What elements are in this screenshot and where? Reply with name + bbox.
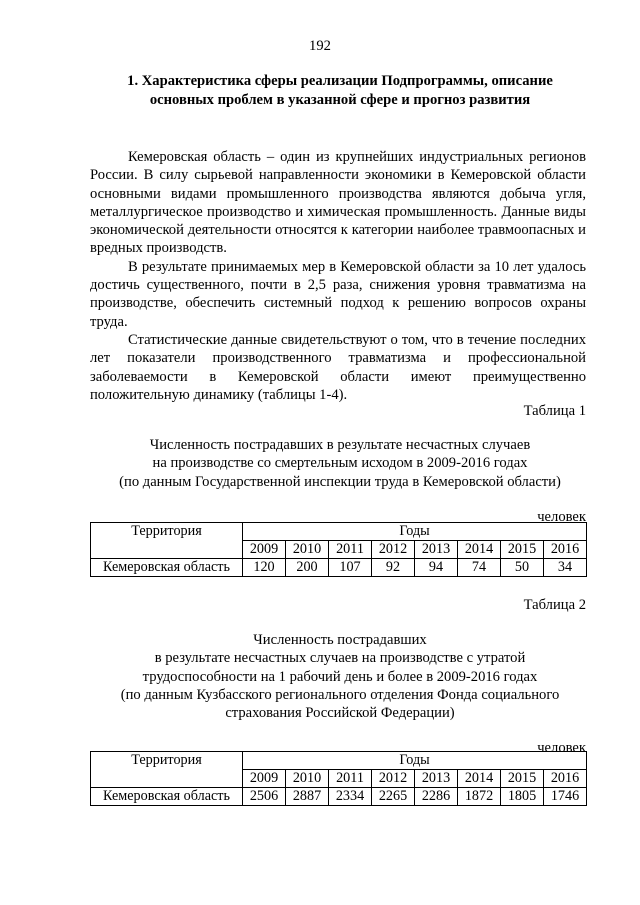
value-cell: 2265: [372, 788, 415, 806]
table1-caption-line: Численность пострадавших в результате несчастных случаев: [149, 437, 531, 453]
year-cell: 2012: [372, 541, 415, 559]
header-years: Годы: [243, 752, 587, 770]
page-number: 192: [309, 38, 331, 54]
table2-caption-line: Численность пострадавших: [253, 632, 427, 648]
year-cell: 2011: [329, 541, 372, 559]
value-cell: 1746: [544, 788, 587, 806]
value-cell: 2334: [329, 788, 372, 806]
header-years: Годы: [243, 523, 587, 541]
value-cell: 92: [372, 559, 415, 577]
year-cell: 2016: [544, 541, 587, 559]
paragraph: Кемеровская область – один из крупнейших индустриальных регионов России. В силу сырьевой направленности экономики в Кемеровской области основными видами промышленного производства являются добыча угля, металлургическое производство и химическая промышленность. Данные виды экономической деятельности относятся к категории наиболее травмоопасных и вредных производств.: [90, 149, 586, 257]
value-cell: 2887: [286, 788, 329, 806]
paragraph: В результате принимаемых мер в Кемеровской области за 10 лет удалось достичь существенного, почти в 2,5 раза, снижения уровня травматизма на производстве, обеспечить системный подход к решению вопросов охраны труда.: [90, 258, 586, 330]
row-label: Кемеровская область: [91, 559, 243, 577]
value-cell: 2286: [415, 788, 458, 806]
year-cell: 2013: [415, 541, 458, 559]
section-heading: [90, 72, 590, 110]
table2-caption-line: в результате несчастных случаев на производстве с утратой: [154, 650, 526, 667]
table2-caption-line: (по данным Кузбасского регионального отделения Фонда социального: [120, 686, 560, 703]
year-cell: 2015: [501, 541, 544, 559]
year-cell: 2015: [501, 770, 544, 788]
year-cell: 2009: [243, 541, 286, 559]
table1-caption-line: (по данным Государственной инспекции труда в Кемеровской области): [119, 473, 561, 490]
table2-caption-line: трудоспособности на 1 рабочий день и более в 2009-2016 годах: [142, 668, 538, 685]
row-label: Кемеровская область: [91, 788, 243, 806]
table1: [90, 522, 587, 577]
value-cell: 2506: [243, 788, 286, 806]
section-heading-line: основных проблем в указанной сфере и прогноз развития: [149, 92, 531, 108]
table-header-row: [91, 752, 587, 770]
year-cell: 2014: [458, 541, 501, 559]
value-cell: 200: [286, 559, 329, 577]
table1-unit: человек: [537, 509, 586, 525]
table2-unit: человек: [537, 740, 586, 756]
table2-label: Таблица 2: [523, 597, 586, 613]
table1-caption-line: на производстве со смертельным исходом в 2009-2016 годах: [152, 455, 528, 472]
value-cell: 107: [329, 559, 372, 577]
header-territory: Территория: [91, 523, 243, 559]
table1-label: Таблица 1: [523, 403, 586, 419]
table2-caption-line: страхования Российской Федерации): [225, 705, 455, 722]
value-cell: 1805: [501, 788, 544, 806]
table-header-row: [91, 523, 587, 541]
value-cell: 120: [243, 559, 286, 577]
year-cell: 2014: [458, 770, 501, 788]
section-heading-line: 1. Характеристика сферы реализации Подпрограммы, описание: [127, 73, 553, 89]
value-cell: 50: [501, 559, 544, 577]
value-cell: 34: [544, 559, 587, 577]
value-cell: 74: [458, 559, 501, 577]
value-cell: 94: [415, 559, 458, 577]
year-cell: 2009: [243, 770, 286, 788]
year-cell: 2016: [544, 770, 587, 788]
table-row: [91, 788, 587, 806]
table1-caption: [70, 436, 610, 491]
table2: [90, 751, 587, 806]
body-text: [90, 148, 586, 404]
table2-caption: [70, 631, 610, 722]
year-cell: 2013: [415, 770, 458, 788]
year-cell: 2012: [372, 770, 415, 788]
year-cell: 2011: [329, 770, 372, 788]
table-row: [91, 559, 587, 577]
year-cell: 2010: [286, 770, 329, 788]
header-territory: Территория: [91, 752, 243, 788]
paragraph: Статистические данные свидетельствуют о том, что в течение последних лет показатели производственного травматизма и профессиональной заболеваемости в Кемеровской области имеют преимущественно положительную динамику (таблицы 1-4).: [90, 331, 586, 403]
year-cell: 2010: [286, 541, 329, 559]
value-cell: 1872: [458, 788, 501, 806]
